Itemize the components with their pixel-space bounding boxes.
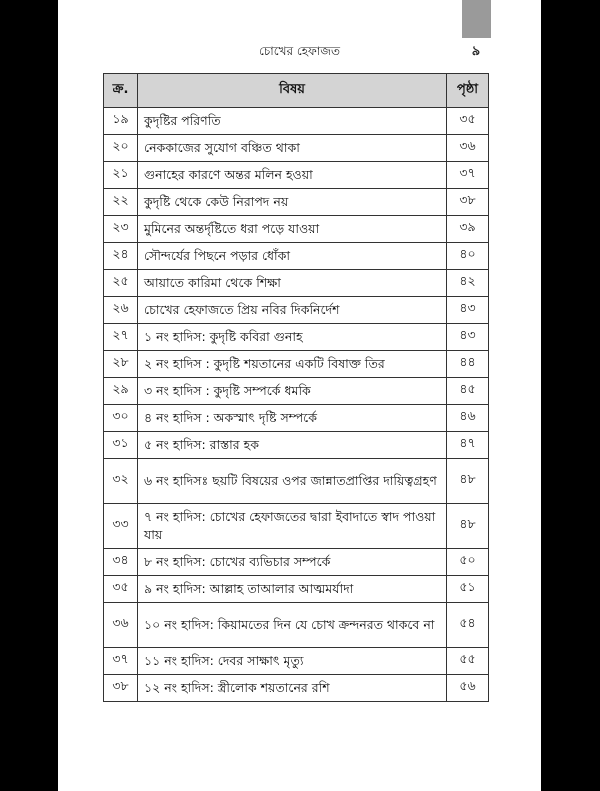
row-page: ৪৮	[447, 459, 489, 504]
row-subject: সৌন্দর্যের পিছনে পড়ার ধোঁকা	[138, 243, 447, 270]
table-row	[104, 135, 489, 162]
row-serial: ২১	[104, 162, 138, 189]
row-serial: ২০	[104, 135, 138, 162]
table-row	[104, 405, 489, 432]
row-page: ৩৯	[447, 216, 489, 243]
row-subject: ৩ নং হাদিস : কুদৃষ্টি সম্পর্কে ধমকি	[138, 378, 447, 405]
row-page: ৪০	[447, 243, 489, 270]
row-serial: ৩৭	[104, 648, 138, 675]
row-serial: ২৯	[104, 378, 138, 405]
row-page: ৩৬	[447, 135, 489, 162]
row-page: ৫১	[447, 576, 489, 603]
row-subject: চোখের হেফাজতে প্রিয় নবির দিকনির্দেশ	[138, 297, 447, 324]
table-row	[104, 243, 489, 270]
table-row	[104, 162, 489, 189]
table-row	[104, 549, 489, 576]
table-row	[104, 108, 489, 135]
header-row	[104, 74, 489, 108]
row-page: ৩৫	[447, 108, 489, 135]
row-subject: ১ নং হাদিস: কুদৃষ্টি কবিরা গুনাহ	[138, 324, 447, 351]
row-serial: ৩১	[104, 432, 138, 459]
row-page: ৩৮	[447, 189, 489, 216]
contents-table	[103, 73, 489, 702]
row-subject: কুদৃষ্টির পরিণতি	[138, 108, 447, 135]
table-row	[104, 189, 489, 216]
row-subject: ৭ নং হাদিস: চোখের হেফাজতের দ্বারা ইবাদাতে স্বাদ পাওয়া যায়	[138, 504, 447, 549]
row-subject: ১০ নং হাদিস: কিয়ামতের দিন যে চোখ ক্রন্দনরত থাকবে না	[138, 603, 447, 648]
row-page: ৪৮	[447, 504, 489, 549]
table-row	[104, 576, 489, 603]
row-subject: কুদৃষ্টি থেকে কেউ নিরাপদ নয়	[138, 189, 447, 216]
table-row	[104, 297, 489, 324]
row-subject: ২ নং হাদিস : কুদৃষ্টি শয়তানের একটি বিষাক্ত তির	[138, 351, 447, 378]
table-row	[104, 603, 489, 648]
table-row	[104, 378, 489, 405]
row-page: ৪২	[447, 270, 489, 297]
row-page: ৪৩	[447, 324, 489, 351]
column-header-page: পৃষ্ঠা	[447, 74, 489, 108]
row-page: ৪৪	[447, 351, 489, 378]
row-serial: ৩২	[104, 459, 138, 504]
row-serial: ২৩	[104, 216, 138, 243]
row-serial: ৩৬	[104, 603, 138, 648]
table-row	[104, 216, 489, 243]
table-body	[104, 108, 489, 702]
row-serial: ৩৪	[104, 549, 138, 576]
row-page: ৪৬	[447, 405, 489, 432]
row-page: ৪৭	[447, 432, 489, 459]
row-subject: ৯ নং হাদিস: আল্লাহ তাআলার আত্মমর্যাদা	[138, 576, 447, 603]
row-serial: ৩০	[104, 405, 138, 432]
row-subject: ৪ নং হাদিস : অকস্মাৎ দৃষ্টি সম্পর্কে	[138, 405, 447, 432]
column-header-subject: বিষয়	[138, 74, 447, 108]
row-page: ৪৫	[447, 378, 489, 405]
table-row	[104, 432, 489, 459]
book-page	[58, 0, 541, 791]
row-page: ৫৬	[447, 675, 489, 702]
row-subject: ১১ নং হাদিস: দেবর সাক্ষাৎ মৃত্যু	[138, 648, 447, 675]
table-row	[104, 324, 489, 351]
row-serial: ২৭	[104, 324, 138, 351]
row-subject: ১২ নং হাদিস: স্ত্রীলোক শয়তানের রশি	[138, 675, 447, 702]
row-subject: ৫ নং হাদিস: রাস্তার হক	[138, 432, 447, 459]
running-title: চোখের হেফাজত	[258, 44, 341, 58]
row-subject: ৮ নং হাদিস: চোখের ব্যভিচার সম্পর্কে	[138, 549, 447, 576]
table-row	[104, 270, 489, 297]
row-subject: মুমিনের অন্তর্দৃষ্টিতে ধরা পড়ে যাওয়া	[138, 216, 447, 243]
table-row	[104, 459, 489, 504]
row-serial: ৩৩	[104, 504, 138, 549]
row-subject: আয়াতে কারিমা থেকে শিক্ষা	[138, 270, 447, 297]
table-row	[104, 504, 489, 549]
row-page: ৩৭	[447, 162, 489, 189]
table-row	[104, 648, 489, 675]
row-serial: ২৮	[104, 351, 138, 378]
page-number: ৯	[471, 44, 481, 59]
row-page: ৫৫	[447, 648, 489, 675]
row-serial: ৩৫	[104, 576, 138, 603]
row-page: ৪৩	[447, 297, 489, 324]
row-page: ৫০	[447, 549, 489, 576]
row-serial: ২২	[104, 189, 138, 216]
row-page: ৫৪	[447, 603, 489, 648]
row-serial: ২৬	[104, 297, 138, 324]
row-serial: ২৫	[104, 270, 138, 297]
row-serial: ২৪	[104, 243, 138, 270]
row-serial: ১৯	[104, 108, 138, 135]
row-serial: ৩৮	[104, 675, 138, 702]
row-subject: ৬ নং হাদিসঃ ছয়টি বিষয়ের ওপর জান্নাতপ্রাপ্তির দায়িত্বগ্রহণ	[138, 459, 447, 504]
corner-tab	[462, 0, 491, 38]
row-subject: গুনাহের কারণে অন্তর মলিন হওয়া	[138, 162, 447, 189]
column-header-serial: ক্র.	[104, 74, 138, 108]
row-subject: নেককাজের সুযোগ বঞ্চিত থাকা	[138, 135, 447, 162]
table-row	[104, 675, 489, 702]
table-row	[104, 351, 489, 378]
